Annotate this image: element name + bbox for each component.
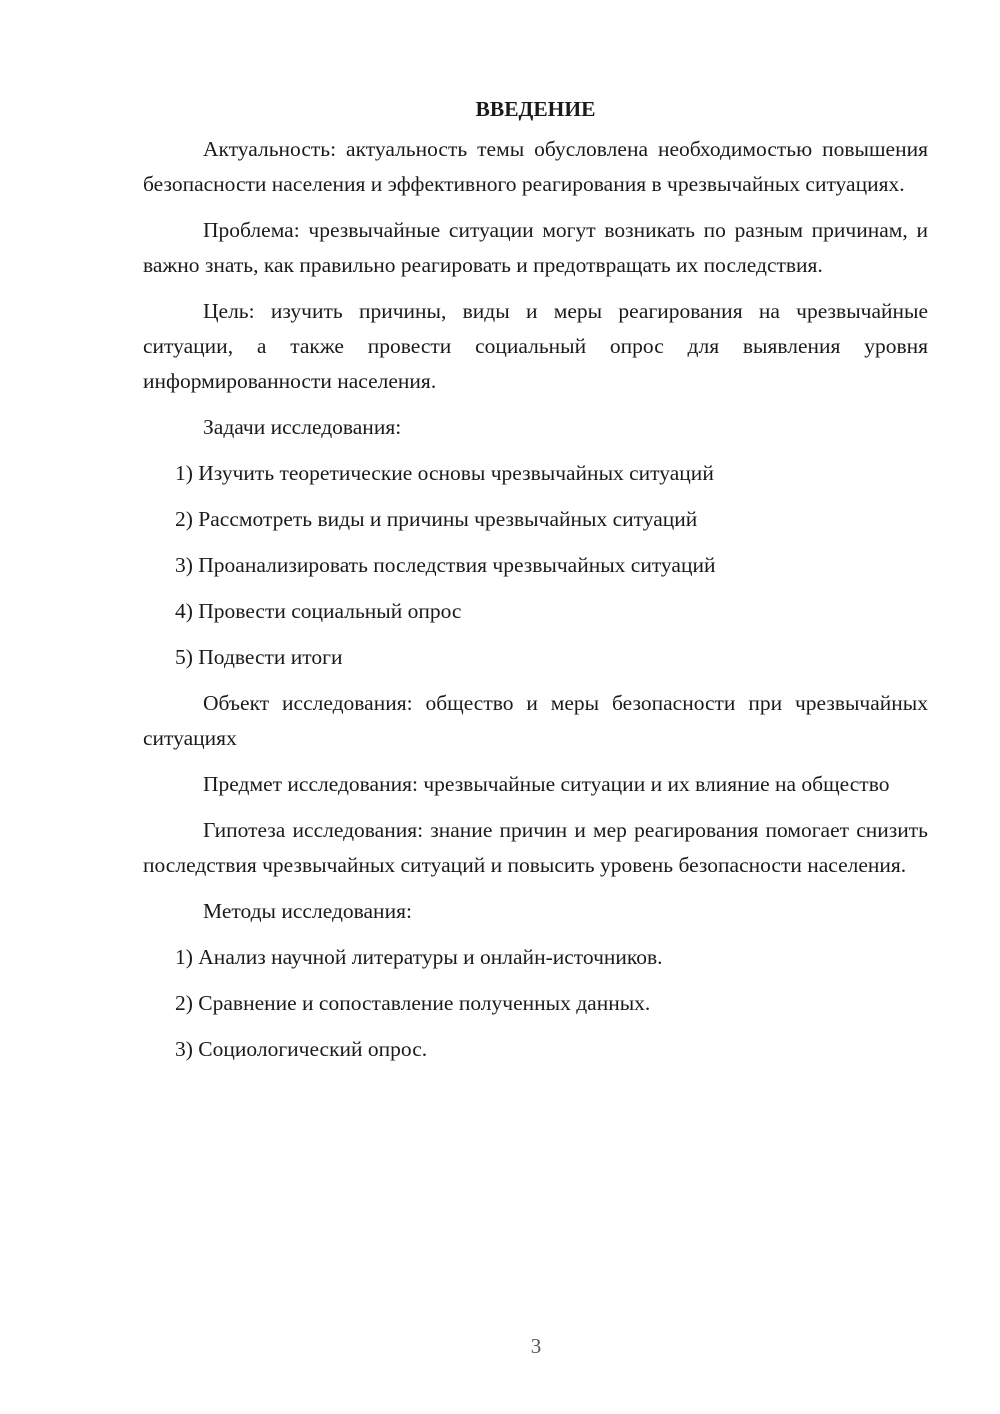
task-item: 2) Рассмотреть виды и причины чрезвычайных ситуаций bbox=[175, 507, 698, 531]
method-item: 3) Социологический опрос. bbox=[175, 1037, 428, 1061]
task-item: 4) Провести социальный опрос bbox=[175, 599, 462, 623]
method-item: 1) Анализ научной литературы и онлайн-источников. bbox=[175, 945, 663, 969]
object-paragraph: Объект исследования: общество и меры безопасности при чрезвычайных ситуациях bbox=[143, 691, 928, 750]
document-page bbox=[143, 92, 928, 1078]
task-item: 1) Изучить теоретические основы чрезвычайных ситуаций bbox=[175, 461, 714, 485]
page-number: 3 bbox=[530, 1334, 542, 1358]
hypothesis-paragraph: Гипотеза исследования: знание причин и мер реагирования помогает снизить последствия чрезвычайных ситуаций и повысить уровень безопасности населения. bbox=[143, 818, 928, 877]
goal-paragraph: Цель: изучить причины, виды и меры реагирования на чрезвычайные ситуации, а также провести социальный опрос для выявления уровня информированности населения. bbox=[143, 299, 928, 393]
problem-paragraph: Проблема: чрезвычайные ситуации могут возникать по разным причинам, и важно знать, как правильно реагировать и предотвращать их последствия. bbox=[143, 218, 928, 277]
page-title: ВВЕДЕНИЕ bbox=[475, 97, 596, 121]
task-item: 5) Подвести итоги bbox=[175, 645, 343, 669]
relevance-paragraph: Актуальность: актуальность темы обусловлена необходимостью повышения безопасности населения и эффективного реагирования в чрезвычайных ситуациях. bbox=[143, 137, 928, 196]
subject-paragraph: Предмет исследования: чрезвычайные ситуации и их влияние на общество bbox=[203, 772, 890, 796]
task-item: 3) Проанализировать последствия чрезвычайных ситуаций bbox=[175, 553, 716, 577]
tasks-heading: Задачи исследования: bbox=[203, 415, 402, 439]
method-item: 2) Сравнение и сопоставление полученных данных. bbox=[175, 991, 651, 1015]
methods-heading: Методы исследования: bbox=[203, 899, 412, 923]
